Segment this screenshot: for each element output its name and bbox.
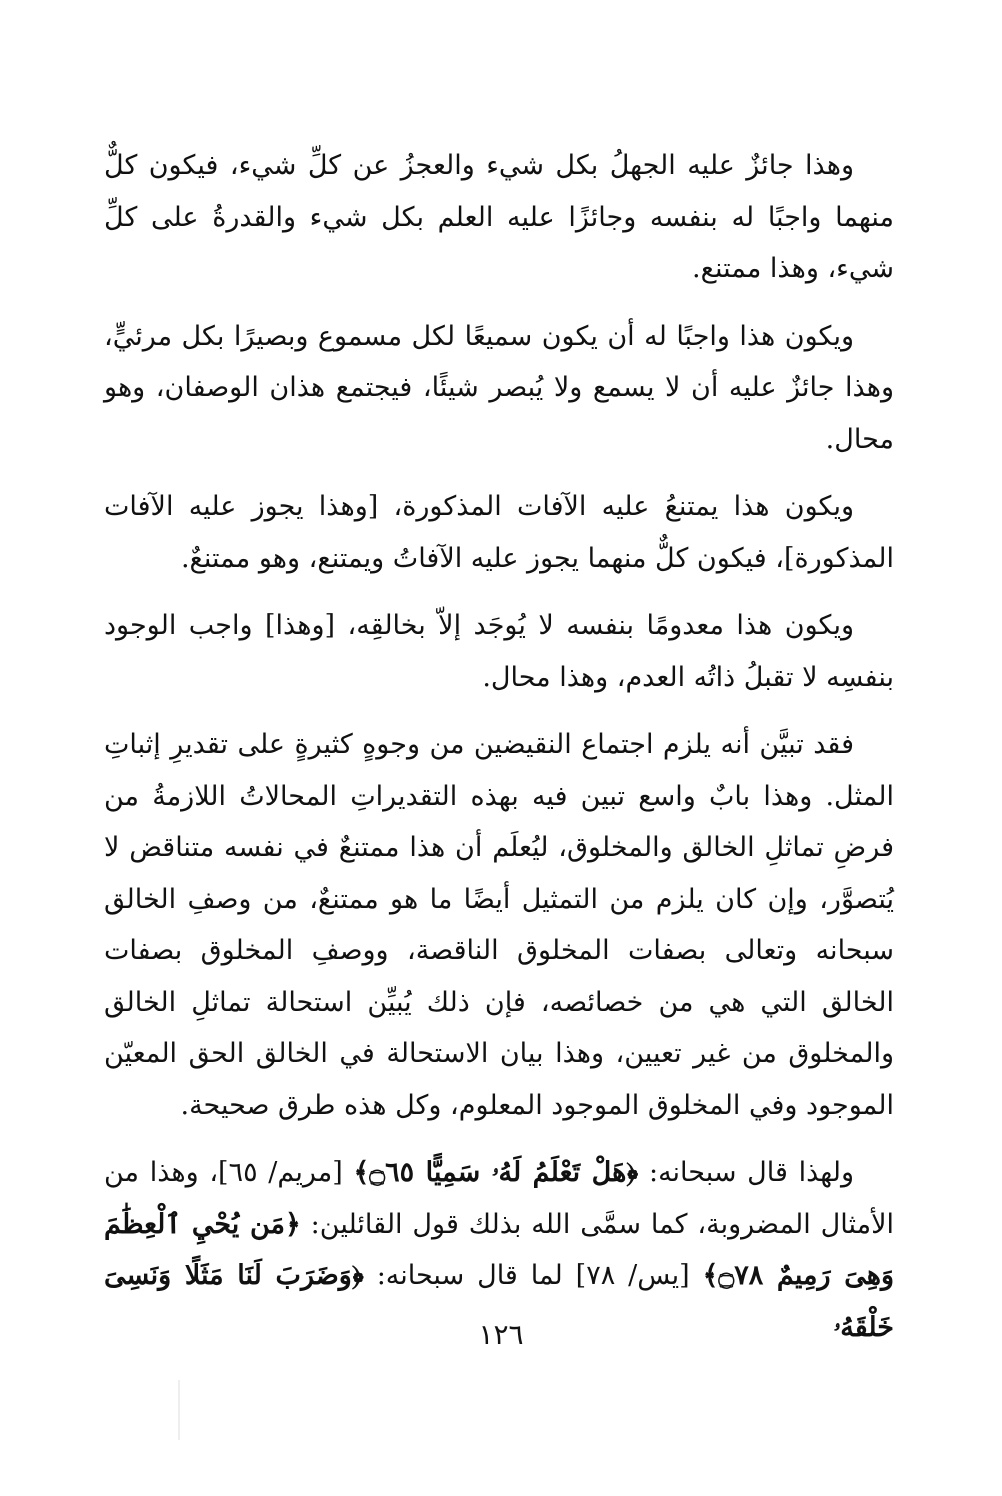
scan-mark <box>178 1380 180 1440</box>
quran-verse-1: ﴿هَلْ تَعْلَمُ لَهُۥ سَمِيًّا ۝٦٥﴾ <box>353 1157 639 1188</box>
body-text <box>104 140 894 1369</box>
quran-verse-3: ﴿وَضَرَبَ لَنَا مَثَلًا وَنَسِىَ خَلْقَهُۥ <box>104 1260 894 1343</box>
paragraph-1: وهذا جائزٌ عليه الجهلُ بكل شيء والعجزُ عن كلِّ شيء، فيكون كلٌّ منهما واجبًا له بنفسه وجائزًا عليه العلم بكل شيء والقدرةُ على كلِّ شيء، وهذا ممتنع. <box>104 150 894 284</box>
page-number: ١٢٦ <box>478 1318 524 1351</box>
paragraph-6-text-2: [مريم/ ٦٥]، وهذا من الأمثال المضروبة، كما سمَّى الله بذلك قول القائلين: <box>104 1157 894 1240</box>
paragraph-4: ويكون هذا معدومًا بنفسه لا يُوجَد إلاّ بخالقِه، [وهذا] واجب الوجود بنفسِه لا تقبلُ ذاتُه العدم، وهذا محال. <box>104 610 894 693</box>
paragraph-6-text-3: [يس/ ٧٨] لما قال سبحانه: <box>363 1260 703 1291</box>
paragraph-6-text-1: ولهذا قال سبحانه: <box>638 1157 854 1188</box>
paragraph-2: ويكون هذا واجبًا له أن يكون سميعًا لكل مسموع وبصيرًا بكل مرئيٍّ، وهذا جائزٌ عليه أن لا يسمع ولا يُبصر شيئًا، فيجتمع هذان الوصفان، وهو محال. <box>104 320 894 455</box>
quran-verse-2: ﴿مَن يُحْيِ ٱلْعِظَٰمَ وَهِىَ رَمِيمٌ ۝٧٨﴾ <box>104 1208 895 1291</box>
paragraph-5: فقد تبيَّن أنه يلزم اجتماع النقيضين من وجوهٍ كثيرةٍ على تقديرِ إثباتِ المثل. وهذا بابٌ واسع تبين فيه بهذه التقديراتِ المحالاتُ اللازمةُ من فرضِ تماثلِ الخالق والمخلوق، ليُعلَم أن هذا ممتنعٌ في نفسه متناقض لا يُتصوَّر، وإن كان يلزم من التمثيل أيضًا ما هو ممتنعٌ، من وصفِ الخالق سبحانه وتعالى بصفات المخلوق الناقصة، ووصفِ المخلوق بصفات الخالق التي هي من خصائصه، فإن ذلك يُبيِّن استحالة تماثلِ الخالق والمخلوق من غير تعيين، وهذا بيان الاستحالة في الخالق الحق المعيّن الموجود وفي المخلوق الموجود المعلوم، وكل هذه طرق صحيحة. <box>104 729 894 1121</box>
paragraph-3: ويكون هذا يمتنعُ عليه الآفات المذكورة، [وهذا يجوز عليه الآفات المذكورة]، فيكون كلٌّ منهما يجوز عليه الآفاتُ ويمتنع، وهو ممتنعٌ. <box>104 491 894 574</box>
